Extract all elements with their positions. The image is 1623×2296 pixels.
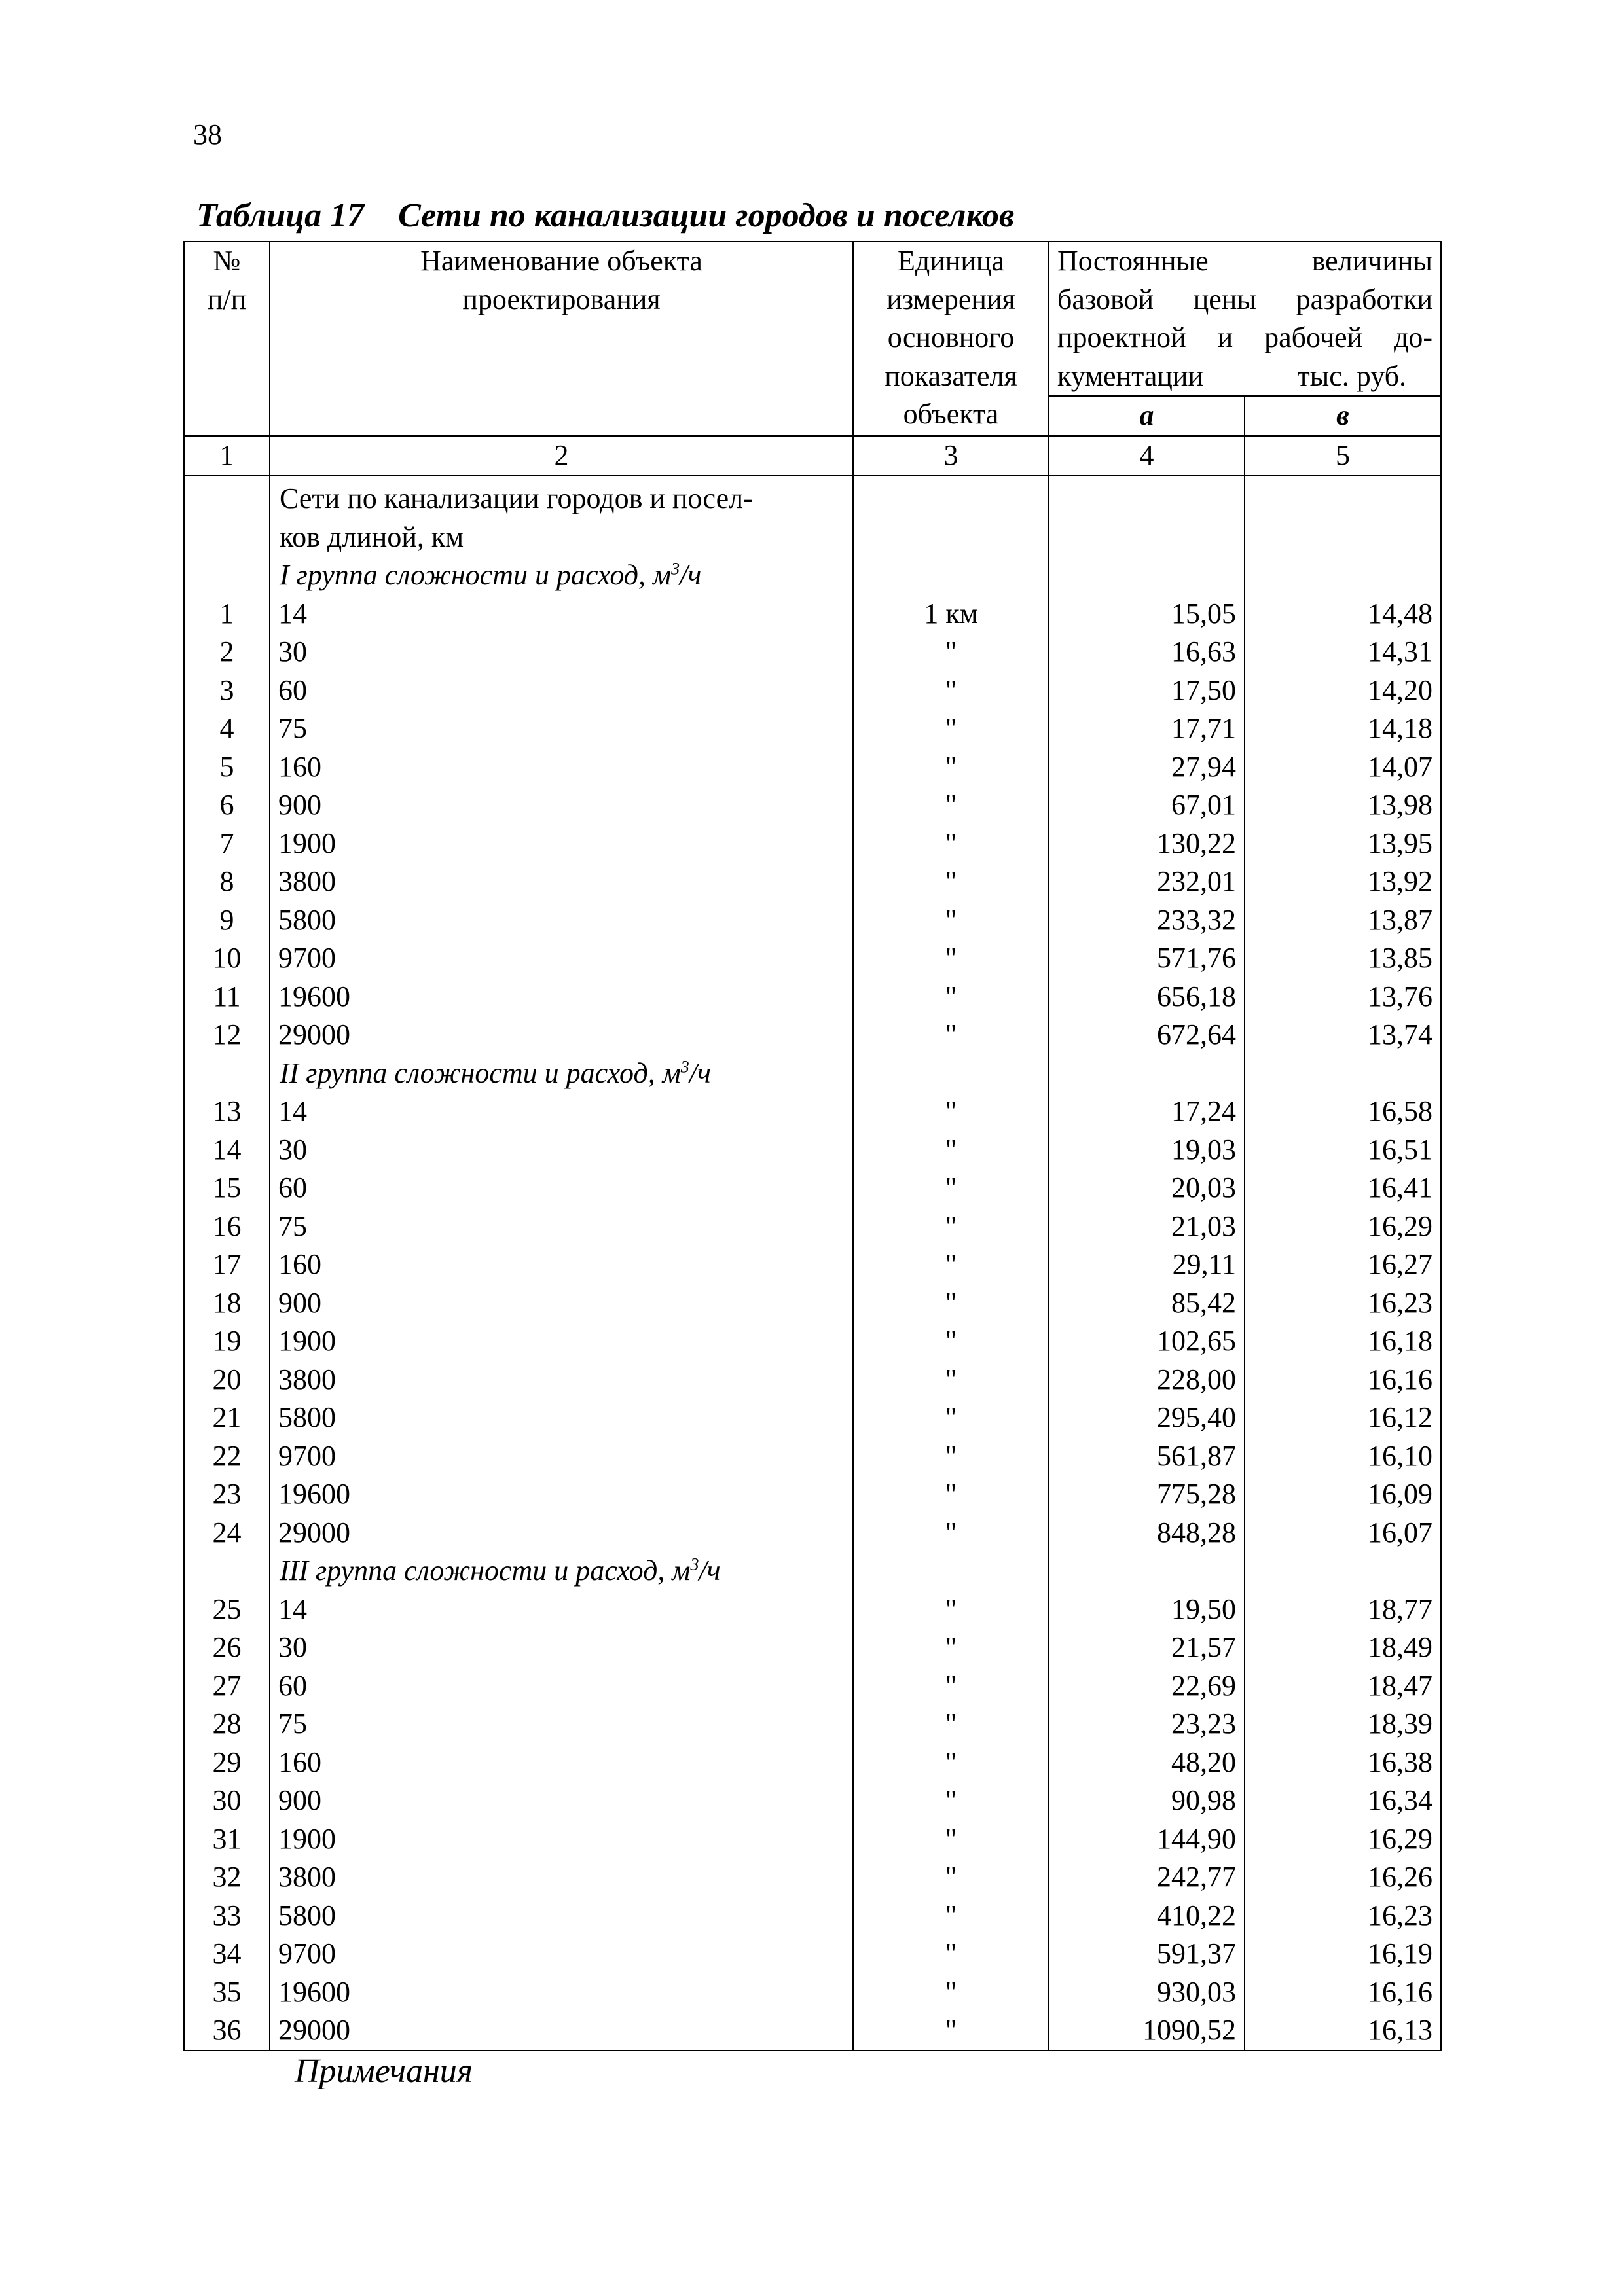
flow-rate: 900 — [270, 786, 853, 825]
flow-rate: 5800 — [270, 1399, 853, 1437]
flow-rate: 9700 — [270, 1437, 853, 1476]
flow-rate: 1900 — [270, 1322, 853, 1361]
group-title-row — [184, 1552, 1441, 1590]
flow-rate: 60 — [270, 1667, 853, 1706]
value-a: 85,42 — [1049, 1284, 1245, 1323]
flow-rate: 75 — [270, 1208, 853, 1246]
table-row — [184, 2011, 1441, 2051]
value-a: 27,94 — [1049, 748, 1245, 787]
column-number: 5 — [1245, 436, 1441, 476]
value-b: 13,98 — [1245, 786, 1441, 825]
row-number: 27 — [184, 1667, 270, 1706]
row-number: 11 — [184, 978, 270, 1016]
row-number: 20 — [184, 1361, 270, 1399]
unit: " — [853, 672, 1049, 710]
flow-rate: 19600 — [270, 1973, 853, 2012]
value-a: 930,03 — [1049, 1973, 1245, 2012]
table-row — [184, 633, 1441, 672]
group-title-exponent: 3 — [671, 559, 680, 579]
table-row — [184, 1590, 1441, 1629]
unit: " — [853, 1514, 1049, 1552]
value-b: 16,34 — [1245, 1782, 1441, 1820]
group-title-exponent: 3 — [680, 1056, 689, 1076]
flow-rate: 30 — [270, 633, 853, 672]
value-b: 16,23 — [1245, 1284, 1441, 1323]
table-row — [184, 1016, 1441, 1054]
row-number: 13 — [184, 1092, 270, 1131]
table-row — [184, 1705, 1441, 1744]
flow-rate: 29000 — [270, 2011, 853, 2051]
flow-rate: 60 — [270, 1169, 853, 1208]
header-unit-line: основного — [887, 321, 1015, 353]
table-row — [184, 1858, 1441, 1897]
value-a: 591,37 — [1049, 1935, 1245, 1973]
unit: " — [853, 1284, 1049, 1323]
value-a: 17,24 — [1049, 1092, 1245, 1131]
value-a: 295,40 — [1049, 1399, 1245, 1437]
value-a: 848,28 — [1049, 1514, 1245, 1552]
group-title-exponent: 3 — [690, 1554, 699, 1574]
row-number: 28 — [184, 1705, 270, 1744]
row-number: 17 — [184, 1246, 270, 1284]
unit: " — [853, 1246, 1049, 1284]
flow-rate: 60 — [270, 672, 853, 710]
row-number: 7 — [184, 825, 270, 863]
table-body — [184, 475, 1441, 2051]
unit: " — [853, 1092, 1049, 1131]
value-b: 18,49 — [1245, 1628, 1441, 1667]
table-row — [184, 978, 1441, 1016]
row-number: 21 — [184, 1399, 270, 1437]
unit: " — [853, 1475, 1049, 1514]
row-number: 14 — [184, 1131, 270, 1170]
value-b: 16,41 — [1245, 1169, 1441, 1208]
value-b: 13,76 — [1245, 978, 1441, 1016]
value-a: 22,69 — [1049, 1667, 1245, 1706]
flow-rate: 3800 — [270, 1361, 853, 1399]
unit: " — [853, 748, 1049, 787]
header-unit-line: объекта — [903, 398, 999, 430]
table-row — [184, 1437, 1441, 1476]
row-number: 12 — [184, 1016, 270, 1054]
table-row — [184, 1514, 1441, 1552]
group-title — [270, 556, 853, 595]
flow-rate: 1900 — [270, 1820, 853, 1859]
row-number: 31 — [184, 1820, 270, 1859]
row-number: 23 — [184, 1475, 270, 1514]
flow-rate: 14 — [270, 1092, 853, 1131]
value-b: 16,18 — [1245, 1322, 1441, 1361]
column-number: 3 — [853, 436, 1049, 476]
row-number: 9 — [184, 901, 270, 940]
unit: " — [853, 1361, 1049, 1399]
value-a: 21,57 — [1049, 1628, 1245, 1667]
value-b: 16,51 — [1245, 1131, 1441, 1170]
table-row — [184, 1820, 1441, 1859]
value-a: 228,00 — [1049, 1361, 1245, 1399]
value-b: 13,95 — [1245, 825, 1441, 863]
unit: 1 км — [853, 595, 1049, 634]
row-number: 35 — [184, 1973, 270, 2012]
header-unit-line: Единица — [898, 245, 1004, 277]
header-price-unit: тыс. руб. — [1297, 359, 1406, 392]
row-number: 36 — [184, 2011, 270, 2051]
value-b: 16,09 — [1245, 1475, 1441, 1514]
row-number: 6 — [184, 786, 270, 825]
table-row — [184, 1169, 1441, 1208]
table-row — [184, 1667, 1441, 1706]
group-title-unit: /ч — [699, 1554, 721, 1587]
value-b: 13,74 — [1245, 1016, 1441, 1054]
value-a: 67,01 — [1049, 786, 1245, 825]
value-a: 775,28 — [1049, 1475, 1245, 1514]
header-base-price — [1049, 242, 1441, 396]
header-object-line: Наименование объекта — [420, 245, 702, 277]
header-unit-line: показателя — [884, 359, 1017, 392]
value-b: 16,29 — [1245, 1820, 1441, 1859]
header-price-line: проектной и рабочей до- — [1057, 321, 1432, 353]
notes-label: Примечания — [295, 2053, 473, 2090]
value-b: 16,19 — [1245, 1935, 1441, 1973]
row-number: 16 — [184, 1208, 270, 1246]
value-a: 17,71 — [1049, 709, 1245, 748]
value-b: 16,26 — [1245, 1858, 1441, 1897]
value-a: 17,50 — [1049, 672, 1245, 710]
flow-rate: 19600 — [270, 978, 853, 1016]
group-title-row — [184, 556, 1441, 595]
flow-rate: 75 — [270, 709, 853, 748]
unit: " — [853, 1590, 1049, 1629]
unit: " — [853, 1667, 1049, 1706]
header-number-line: № — [213, 245, 241, 277]
value-a: 16,63 — [1049, 633, 1245, 672]
row-number: 22 — [184, 1437, 270, 1476]
value-a: 20,03 — [1049, 1169, 1245, 1208]
flow-rate: 14 — [270, 1590, 853, 1629]
header-number-line: п/п — [207, 283, 247, 315]
value-b: 18,77 — [1245, 1590, 1441, 1629]
value-b: 14,18 — [1245, 709, 1441, 748]
value-a: 1090,52 — [1049, 2011, 1245, 2051]
row-number: 3 — [184, 672, 270, 710]
table-row — [184, 1092, 1441, 1131]
table-row — [184, 1744, 1441, 1782]
flow-rate: 5800 — [270, 901, 853, 940]
value-a: 410,22 — [1049, 1897, 1245, 1935]
unit: " — [853, 1935, 1049, 1973]
table-row — [184, 863, 1441, 901]
row-number: 30 — [184, 1782, 270, 1820]
value-a: 232,01 — [1049, 863, 1245, 901]
unit: " — [853, 1131, 1049, 1170]
header-sub-a: а — [1049, 396, 1245, 436]
flow-rate: 9700 — [270, 1935, 853, 1973]
flow-rate: 14 — [270, 595, 853, 634]
group-title-unit: /ч — [680, 559, 702, 591]
row-number: 29 — [184, 1744, 270, 1782]
row-number: 15 — [184, 1169, 270, 1208]
table-row — [184, 1284, 1441, 1323]
unit: " — [853, 1208, 1049, 1246]
value-b: 16,29 — [1245, 1208, 1441, 1246]
row-number: 19 — [184, 1322, 270, 1361]
table-row — [184, 1208, 1441, 1246]
unit: " — [853, 1973, 1049, 2012]
intro-text: ков длиной, км — [280, 520, 464, 553]
unit: " — [853, 1628, 1049, 1667]
value-b: 16,13 — [1245, 2011, 1441, 2051]
value-b: 16,27 — [1245, 1246, 1441, 1284]
table-row — [184, 748, 1441, 787]
unit: " — [853, 1399, 1049, 1437]
value-b: 13,87 — [1245, 901, 1441, 940]
table-row — [184, 786, 1441, 825]
table-title: Таблица 17 Сети по канализации городов и поселков — [196, 197, 1015, 234]
row-number: 1 — [184, 595, 270, 634]
flow-rate: 160 — [270, 1246, 853, 1284]
unit: " — [853, 1858, 1049, 1897]
row-number: 8 — [184, 863, 270, 901]
header-unit — [853, 242, 1049, 436]
value-b: 14,48 — [1245, 595, 1441, 634]
flow-rate: 9700 — [270, 939, 853, 978]
group-title-unit: /ч — [689, 1056, 711, 1089]
value-b: 16,23 — [1245, 1897, 1441, 1935]
table-row — [184, 1782, 1441, 1820]
value-a: 90,98 — [1049, 1782, 1245, 1820]
value-a: 15,05 — [1049, 595, 1245, 634]
row-number: 34 — [184, 1935, 270, 1973]
value-a: 23,23 — [1049, 1705, 1245, 1744]
intro-text: Сети по канализации городов и посел- — [280, 482, 753, 514]
value-a: 130,22 — [1049, 825, 1245, 863]
column-number: 4 — [1049, 436, 1245, 476]
group-title-row — [184, 1054, 1441, 1093]
header-object-line: проектирования — [462, 283, 661, 315]
value-b: 16,16 — [1245, 1361, 1441, 1399]
flow-rate: 3800 — [270, 863, 853, 901]
flow-rate: 29000 — [270, 1514, 853, 1552]
value-b: 13,85 — [1245, 939, 1441, 978]
flow-rate: 1900 — [270, 825, 853, 863]
unit: " — [853, 786, 1049, 825]
value-b: 16,12 — [1245, 1399, 1441, 1437]
header-price-line: кументации — [1057, 359, 1204, 392]
row-number: 33 — [184, 1897, 270, 1935]
column-number: 1 — [184, 436, 270, 476]
unit: " — [853, 939, 1049, 978]
table-row — [184, 672, 1441, 710]
value-a: 19,50 — [1049, 1590, 1245, 1629]
row-number: 32 — [184, 1858, 270, 1897]
group-title-text: II группа сложности и расход, м — [280, 1056, 681, 1089]
table-row — [184, 1131, 1441, 1170]
flow-rate: 3800 — [270, 1858, 853, 1897]
value-b: 16,07 — [1245, 1514, 1441, 1552]
flow-rate: 30 — [270, 1131, 853, 1170]
flow-rate: 160 — [270, 748, 853, 787]
unit: " — [853, 978, 1049, 1016]
unit: " — [853, 1782, 1049, 1820]
flow-rate: 29000 — [270, 1016, 853, 1054]
flow-rate: 5800 — [270, 1897, 853, 1935]
unit: " — [853, 1016, 1049, 1054]
intro-row — [184, 475, 1441, 556]
group-title — [270, 1054, 853, 1093]
value-a: 102,65 — [1049, 1322, 1245, 1361]
page-number: 38 — [193, 118, 222, 151]
row-number: 26 — [184, 1628, 270, 1667]
value-b: 13,92 — [1245, 863, 1441, 901]
value-a: 29,11 — [1049, 1246, 1245, 1284]
value-a: 48,20 — [1049, 1744, 1245, 1782]
flow-rate: 19600 — [270, 1475, 853, 1514]
row-number: 2 — [184, 633, 270, 672]
column-number: 2 — [270, 436, 853, 476]
value-a: 19,03 — [1049, 1131, 1245, 1170]
unit: " — [853, 1322, 1049, 1361]
value-a: 21,03 — [1049, 1208, 1245, 1246]
header-object-name — [270, 242, 853, 436]
value-a: 656,18 — [1049, 978, 1245, 1016]
value-a: 242,77 — [1049, 1858, 1245, 1897]
value-b: 16,16 — [1245, 1973, 1441, 2012]
value-a: 672,64 — [1049, 1016, 1245, 1054]
value-b: 14,07 — [1245, 748, 1441, 787]
row-number: 5 — [184, 748, 270, 787]
table-row — [184, 825, 1441, 863]
value-b: 14,31 — [1245, 633, 1441, 672]
unit: " — [853, 825, 1049, 863]
table-row — [184, 939, 1441, 978]
row-number: 10 — [184, 939, 270, 978]
flow-rate: 30 — [270, 1628, 853, 1667]
table-row — [184, 595, 1441, 634]
unit: " — [853, 2011, 1049, 2051]
unit: " — [853, 901, 1049, 940]
value-b: 16,38 — [1245, 1744, 1441, 1782]
header-sub-b: в — [1245, 396, 1441, 436]
unit: " — [853, 1705, 1049, 1744]
value-b: 18,39 — [1245, 1705, 1441, 1744]
value-b: 14,20 — [1245, 672, 1441, 710]
row-number: 25 — [184, 1590, 270, 1629]
unit: " — [853, 863, 1049, 901]
value-a: 561,87 — [1049, 1437, 1245, 1476]
table-row — [184, 1361, 1441, 1399]
group-title-text: III группа сложности и расход, м — [280, 1554, 691, 1587]
table-row — [184, 709, 1441, 748]
table-row — [184, 1246, 1441, 1284]
unit: " — [853, 709, 1049, 748]
header-unit-line: измерения — [886, 283, 1015, 315]
value-b: 18,47 — [1245, 1667, 1441, 1706]
table-row — [184, 1897, 1441, 1935]
unit: " — [853, 1897, 1049, 1935]
header-price-line: базовой цены разработки — [1057, 283, 1432, 315]
flow-rate: 900 — [270, 1284, 853, 1323]
flow-rate: 900 — [270, 1782, 853, 1820]
header-price-line: Постоянные величины — [1057, 245, 1432, 277]
unit: " — [853, 1169, 1049, 1208]
header-number — [184, 242, 270, 436]
value-b: 16,58 — [1245, 1092, 1441, 1131]
unit: " — [853, 1820, 1049, 1859]
value-a: 233,32 — [1049, 901, 1245, 940]
table-row — [184, 1399, 1441, 1437]
flow-rate: 160 — [270, 1744, 853, 1782]
unit: " — [853, 1744, 1049, 1782]
row-number: 4 — [184, 709, 270, 748]
table-row — [184, 1935, 1441, 1973]
group-title-text: I группа сложности и расход, м — [280, 559, 672, 591]
value-a: 144,90 — [1049, 1820, 1245, 1859]
price-table — [183, 241, 1442, 2051]
table-row — [184, 1628, 1441, 1667]
group-title — [270, 1552, 853, 1590]
value-a: 571,76 — [1049, 939, 1245, 978]
table-row — [184, 1973, 1441, 2012]
table-row — [184, 1475, 1441, 1514]
table-row — [184, 901, 1441, 940]
row-number: 24 — [184, 1514, 270, 1552]
unit: " — [853, 633, 1049, 672]
flow-rate: 75 — [270, 1705, 853, 1744]
row-number: 18 — [184, 1284, 270, 1323]
value-b: 16,10 — [1245, 1437, 1441, 1476]
unit: " — [853, 1437, 1049, 1476]
table-row — [184, 1322, 1441, 1361]
